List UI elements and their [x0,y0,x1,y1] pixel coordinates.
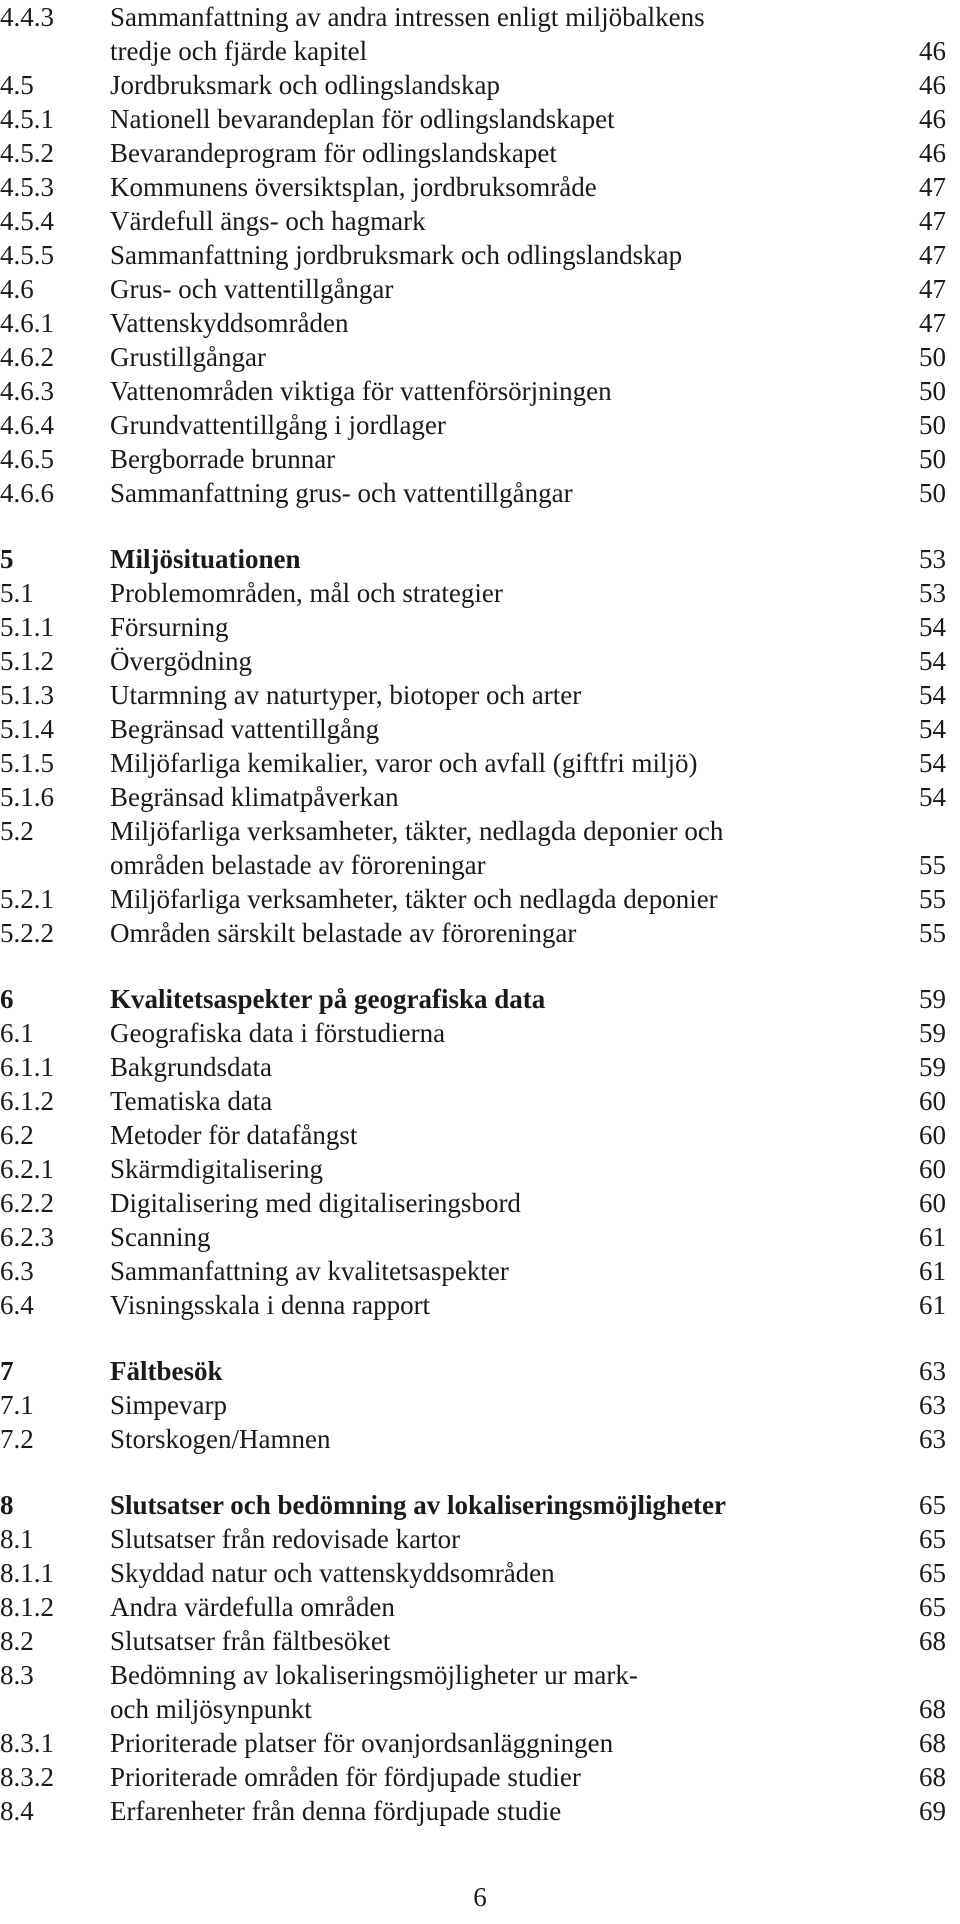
toc-entry [0,1186,960,1220]
toc-entry-title: Sammanfattning av kvalitetsaspekter [110,1256,509,1286]
toc-entry [0,34,960,68]
toc-entry-number: 4.5.5 [0,240,54,270]
toc-entry-page: 55 [919,918,946,948]
toc-entry-title: Jordbruksmark och odlingslandskap [110,70,500,100]
toc-entry [0,1794,960,1828]
toc-entry-number: 4.5.4 [0,206,54,236]
toc-entry [0,1084,960,1118]
toc-entry [0,1016,960,1050]
toc-entry-number: 4.6.2 [0,342,54,372]
toc-entry [0,780,960,814]
toc-entry [0,136,960,170]
toc-entry-title: Skyddad natur och vattenskyddsområden [110,1558,555,1588]
toc-entry-page: 61 [919,1256,946,1286]
toc-entry-title: Problemområden, mål och strategier [110,578,503,608]
toc-entry-number: 8.1.1 [0,1558,54,1588]
toc-entry-title: Vattenskyddsområden [110,308,349,338]
toc-entry-page: 59 [919,984,946,1014]
toc-entry-page: 47 [919,172,946,202]
toc-entry-number: 6.2.2 [0,1188,54,1218]
toc-entry [0,102,960,136]
toc-entry [0,1590,960,1624]
toc-entry [0,1624,960,1658]
toc-entry-number: 4.6.1 [0,308,54,338]
toc-entry-page: 63 [919,1356,946,1386]
toc-entry-number: 6.2 [0,1120,34,1150]
toc-entry-title: Storskogen/Hamnen [110,1424,331,1454]
toc-entry [0,204,960,238]
toc-entry [0,306,960,340]
toc-entry-number: 4.5 [0,70,34,100]
toc-entry-page: 60 [919,1086,946,1116]
toc-entry-page: 50 [919,444,946,474]
toc-entry-page: 46 [919,138,946,168]
toc-entry-page: 47 [919,206,946,236]
toc-chapter-heading [0,1488,960,1522]
toc-entry-page: 65 [919,1524,946,1554]
toc-entry [0,712,960,746]
toc-entry-title: Värdefull ängs- och hagmark [110,206,426,236]
toc-entry-number: 5.1.4 [0,714,54,744]
toc-entry [0,238,960,272]
toc-entry-title: Skärmdigitalisering [110,1154,323,1184]
toc-entry [0,272,960,306]
toc-entry-title: Bedömning av lokaliseringsmöjligheter ur mark- [110,1660,638,1690]
toc-entry [0,1556,960,1590]
toc-entry [0,1118,960,1152]
toc-entry-page: 61 [919,1222,946,1252]
toc-entry-title: Grundvattentillgång i jordlager [110,410,446,440]
toc-entry-title: Vattenområden viktiga för vattenförsörjningen [110,376,612,406]
toc-entry [0,0,960,34]
toc-entry-title: Begränsad klimatpåverkan [110,782,399,812]
toc-entry-page: 46 [919,104,946,134]
toc-entry [0,408,960,442]
toc-entry-page: 63 [919,1390,946,1420]
toc-entry-page: 68 [919,1626,946,1656]
toc-entry-title: Bakgrundsdata [110,1052,272,1082]
toc-entry-title: Slutsatser från redovisade kartor [110,1524,461,1554]
toc-entry [0,170,960,204]
toc-entry [0,1152,960,1186]
toc-entry [0,678,960,712]
toc-entry [0,746,960,780]
toc-entry [0,1658,960,1692]
toc-entry [0,1692,960,1726]
toc-entry [0,882,960,916]
toc-entry-page: 54 [919,612,946,642]
toc-entry [0,1726,960,1760]
toc-entry [0,916,960,950]
toc-entry-page: 60 [919,1188,946,1218]
toc-entry-page: 60 [919,1154,946,1184]
toc-entry-number: 6.2.1 [0,1154,54,1184]
toc-entry-number: 5.1 [0,578,34,608]
toc-entry-number: 6 [0,984,14,1014]
toc-entry-number: 5.2.2 [0,918,54,948]
toc-entry-page: 47 [919,274,946,304]
toc-entry [0,442,960,476]
toc-entry-title: Områden särskilt belastade av föroreningar [110,918,577,948]
toc-entry-page: 54 [919,680,946,710]
toc-entry-number: 8 [0,1490,14,1520]
toc-entry-title: tredje och fjärde kapitel [110,36,368,66]
toc-entry-number: 6.2.3 [0,1222,54,1252]
toc-chapter-heading [0,542,960,576]
toc-entry [0,848,960,882]
toc-entry-number: 5.2.1 [0,884,54,914]
toc-entry-title: Bergborrade brunnar [110,444,336,474]
toc-entry [0,1388,960,1422]
toc-entry-page: 65 [919,1490,946,1520]
toc-entry-number: 4.5.2 [0,138,54,168]
toc-entry-number: 6.1.1 [0,1052,54,1082]
toc-entry-title: områden belastade av föroreningar [110,850,486,880]
toc-entry [0,68,960,102]
toc-entry [0,340,960,374]
toc-entry-page: 68 [919,1762,946,1792]
toc-entry-title: och miljösynpunkt [110,1694,312,1724]
toc-entry-number: 8.4 [0,1796,34,1826]
toc-entry-number: 6.4 [0,1290,34,1320]
toc-entry [0,1522,960,1556]
toc-entry-page: 47 [919,240,946,270]
toc-entry-page: 53 [919,578,946,608]
toc-entry-title: Bevarandeprogram för odlingslandskapet [110,138,557,168]
toc-entry-number: 8.3.1 [0,1728,54,1758]
toc-entry-page: 60 [919,1120,946,1150]
toc-entry-title: Miljöfarliga kemikalier, varor och avfall (giftfri miljö) [110,748,698,778]
toc-entry-number: 5.1.6 [0,782,54,812]
toc-entry-title: Andra värdefulla områden [110,1592,395,1622]
toc-entry [0,1050,960,1084]
toc-entry-page: 63 [919,1424,946,1454]
toc-entry-number: 6.1.2 [0,1086,54,1116]
toc-entry-page: 68 [919,1728,946,1758]
toc-entry-page: 50 [919,410,946,440]
toc-entry [0,1760,960,1794]
toc-entry-number: 8.1 [0,1524,34,1554]
toc-entry-title: Metoder för datafångst [110,1120,358,1150]
toc-entry-title: Prioriterade områden för fördjupade studier [110,1762,581,1792]
toc-entry-title: Fältbesök [110,1356,223,1386]
toc-entry-title: Prioriterade platser för ovanjordsanläggningen [110,1728,614,1758]
toc-entry-number: 4.6.6 [0,478,54,508]
toc-entry-title: Digitalisering med digitaliseringsbord [110,1188,521,1218]
toc-entry-page: 54 [919,714,946,744]
toc-entry-page: 53 [919,544,946,574]
toc-entry-title: Erfarenheter från denna fördjupade studie [110,1796,562,1826]
toc-entry-number: 4.5.3 [0,172,54,202]
toc-entry-page: 46 [919,70,946,100]
toc-entry-number: 5 [0,544,14,574]
toc-entry-number: 4.4.3 [0,2,54,32]
toc-entry-page: 47 [919,308,946,338]
toc-entry-page: 68 [919,1694,946,1724]
toc-entry-page: 65 [919,1558,946,1588]
toc-entry [0,644,960,678]
toc-entry-number: 4.6 [0,274,34,304]
toc-entry-title: Utarmning av naturtyper, biotoper och arter [110,680,582,710]
toc-chapter-heading [0,1354,960,1388]
toc-chapter-heading [0,982,960,1016]
toc-entry-number: 7.2 [0,1424,34,1454]
toc-entry [0,814,960,848]
toc-entry-page: 55 [919,850,946,880]
toc-entry [0,1220,960,1254]
toc-entry-title: Miljöfarliga verksamheter, täkter, nedlagda deponier och [110,816,724,846]
toc-entry-title: Geografiska data i förstudierna [110,1018,446,1048]
toc-entry-title: Sammanfattning grus- och vattentillgångar [110,478,573,508]
toc-entry-number: 8.1.2 [0,1592,54,1622]
toc-entry-page: 65 [919,1592,946,1622]
toc-entry-title: Övergödning [110,646,252,676]
toc-entry-title: Scanning [110,1222,211,1252]
toc-entry-title: Simpevarp [110,1390,227,1420]
toc-entry [0,576,960,610]
toc-entry-page: 55 [919,884,946,914]
toc-entry-title: Tematiska data [110,1086,273,1116]
toc-entry-number: 8.3.2 [0,1762,54,1792]
toc-entry [0,1254,960,1288]
toc-entry-number: 5.1.2 [0,646,54,676]
toc-entry-number: 5.1.3 [0,680,54,710]
toc-entry-number: 4.6.3 [0,376,54,406]
toc-entry-title: Nationell bevarandeplan för odlingslandskapet [110,104,615,134]
toc-entry-page: 54 [919,748,946,778]
toc-entry [0,1422,960,1456]
toc-entry-number: 4.6.5 [0,444,54,474]
toc-entry-number: 5.1.1 [0,612,54,642]
toc-entry-page: 54 [919,782,946,812]
toc-entry-title: Begränsad vattentillgång [110,714,380,744]
toc-entry-page: 50 [919,342,946,372]
toc-entry-page: 50 [919,376,946,406]
toc-entry-number: 4.6.4 [0,410,54,440]
toc-entry-number: 8.2 [0,1626,34,1656]
toc-entry-title: Visningsskala i denna rapport [110,1290,431,1320]
toc-entry-number: 6.3 [0,1256,34,1286]
toc-entry-title: Grustillgångar [110,342,266,372]
toc-entry-title: Kommunens översiktsplan, jordbruksområde [110,172,597,202]
toc-entry [0,1288,960,1322]
toc-entry-page: 69 [919,1796,946,1826]
toc-entry-page: 46 [919,36,946,66]
toc-entry-title: Miljöfarliga verksamheter, täkter och nedlagda deponier [110,884,718,914]
toc-entry-number: 5.1.5 [0,748,54,778]
toc-entry-number: 7.1 [0,1390,34,1420]
page-number: 6 [473,1882,487,1912]
toc-entry-title: Miljösituationen [110,544,301,574]
toc-entry-page: 59 [919,1052,946,1082]
toc-entry-title: Försurning [110,612,229,642]
toc-entry-title: Sammanfattning jordbruksmark och odlingslandskap [110,240,683,270]
toc-entry-page: 59 [919,1018,946,1048]
toc-entry-title: Grus- och vattentillgångar [110,274,394,304]
toc-entry-title: Slutsatser och bedömning av lokaliseringsmöjligheter [110,1490,727,1520]
toc-entry [0,610,960,644]
toc-entry-title: Sammanfattning av andra intressen enligt miljöbalkens [110,2,705,32]
toc-entry-page: 61 [919,1290,946,1320]
toc-entry-number: 8.3 [0,1660,34,1690]
toc-entry-title: Kvalitetsaspekter på geografiska data [110,984,546,1014]
toc-entry-title: Slutsatser från fältbesöket [110,1626,391,1656]
toc-entry-number: 5.2 [0,816,34,846]
toc-entry-page: 50 [919,478,946,508]
toc-entry [0,476,960,510]
toc-entry-number: 6.1 [0,1018,34,1048]
toc-entry-number: 7 [0,1356,14,1386]
toc-entry [0,374,960,408]
toc-entry-page: 54 [919,646,946,676]
toc-entry-number: 4.5.1 [0,104,54,134]
